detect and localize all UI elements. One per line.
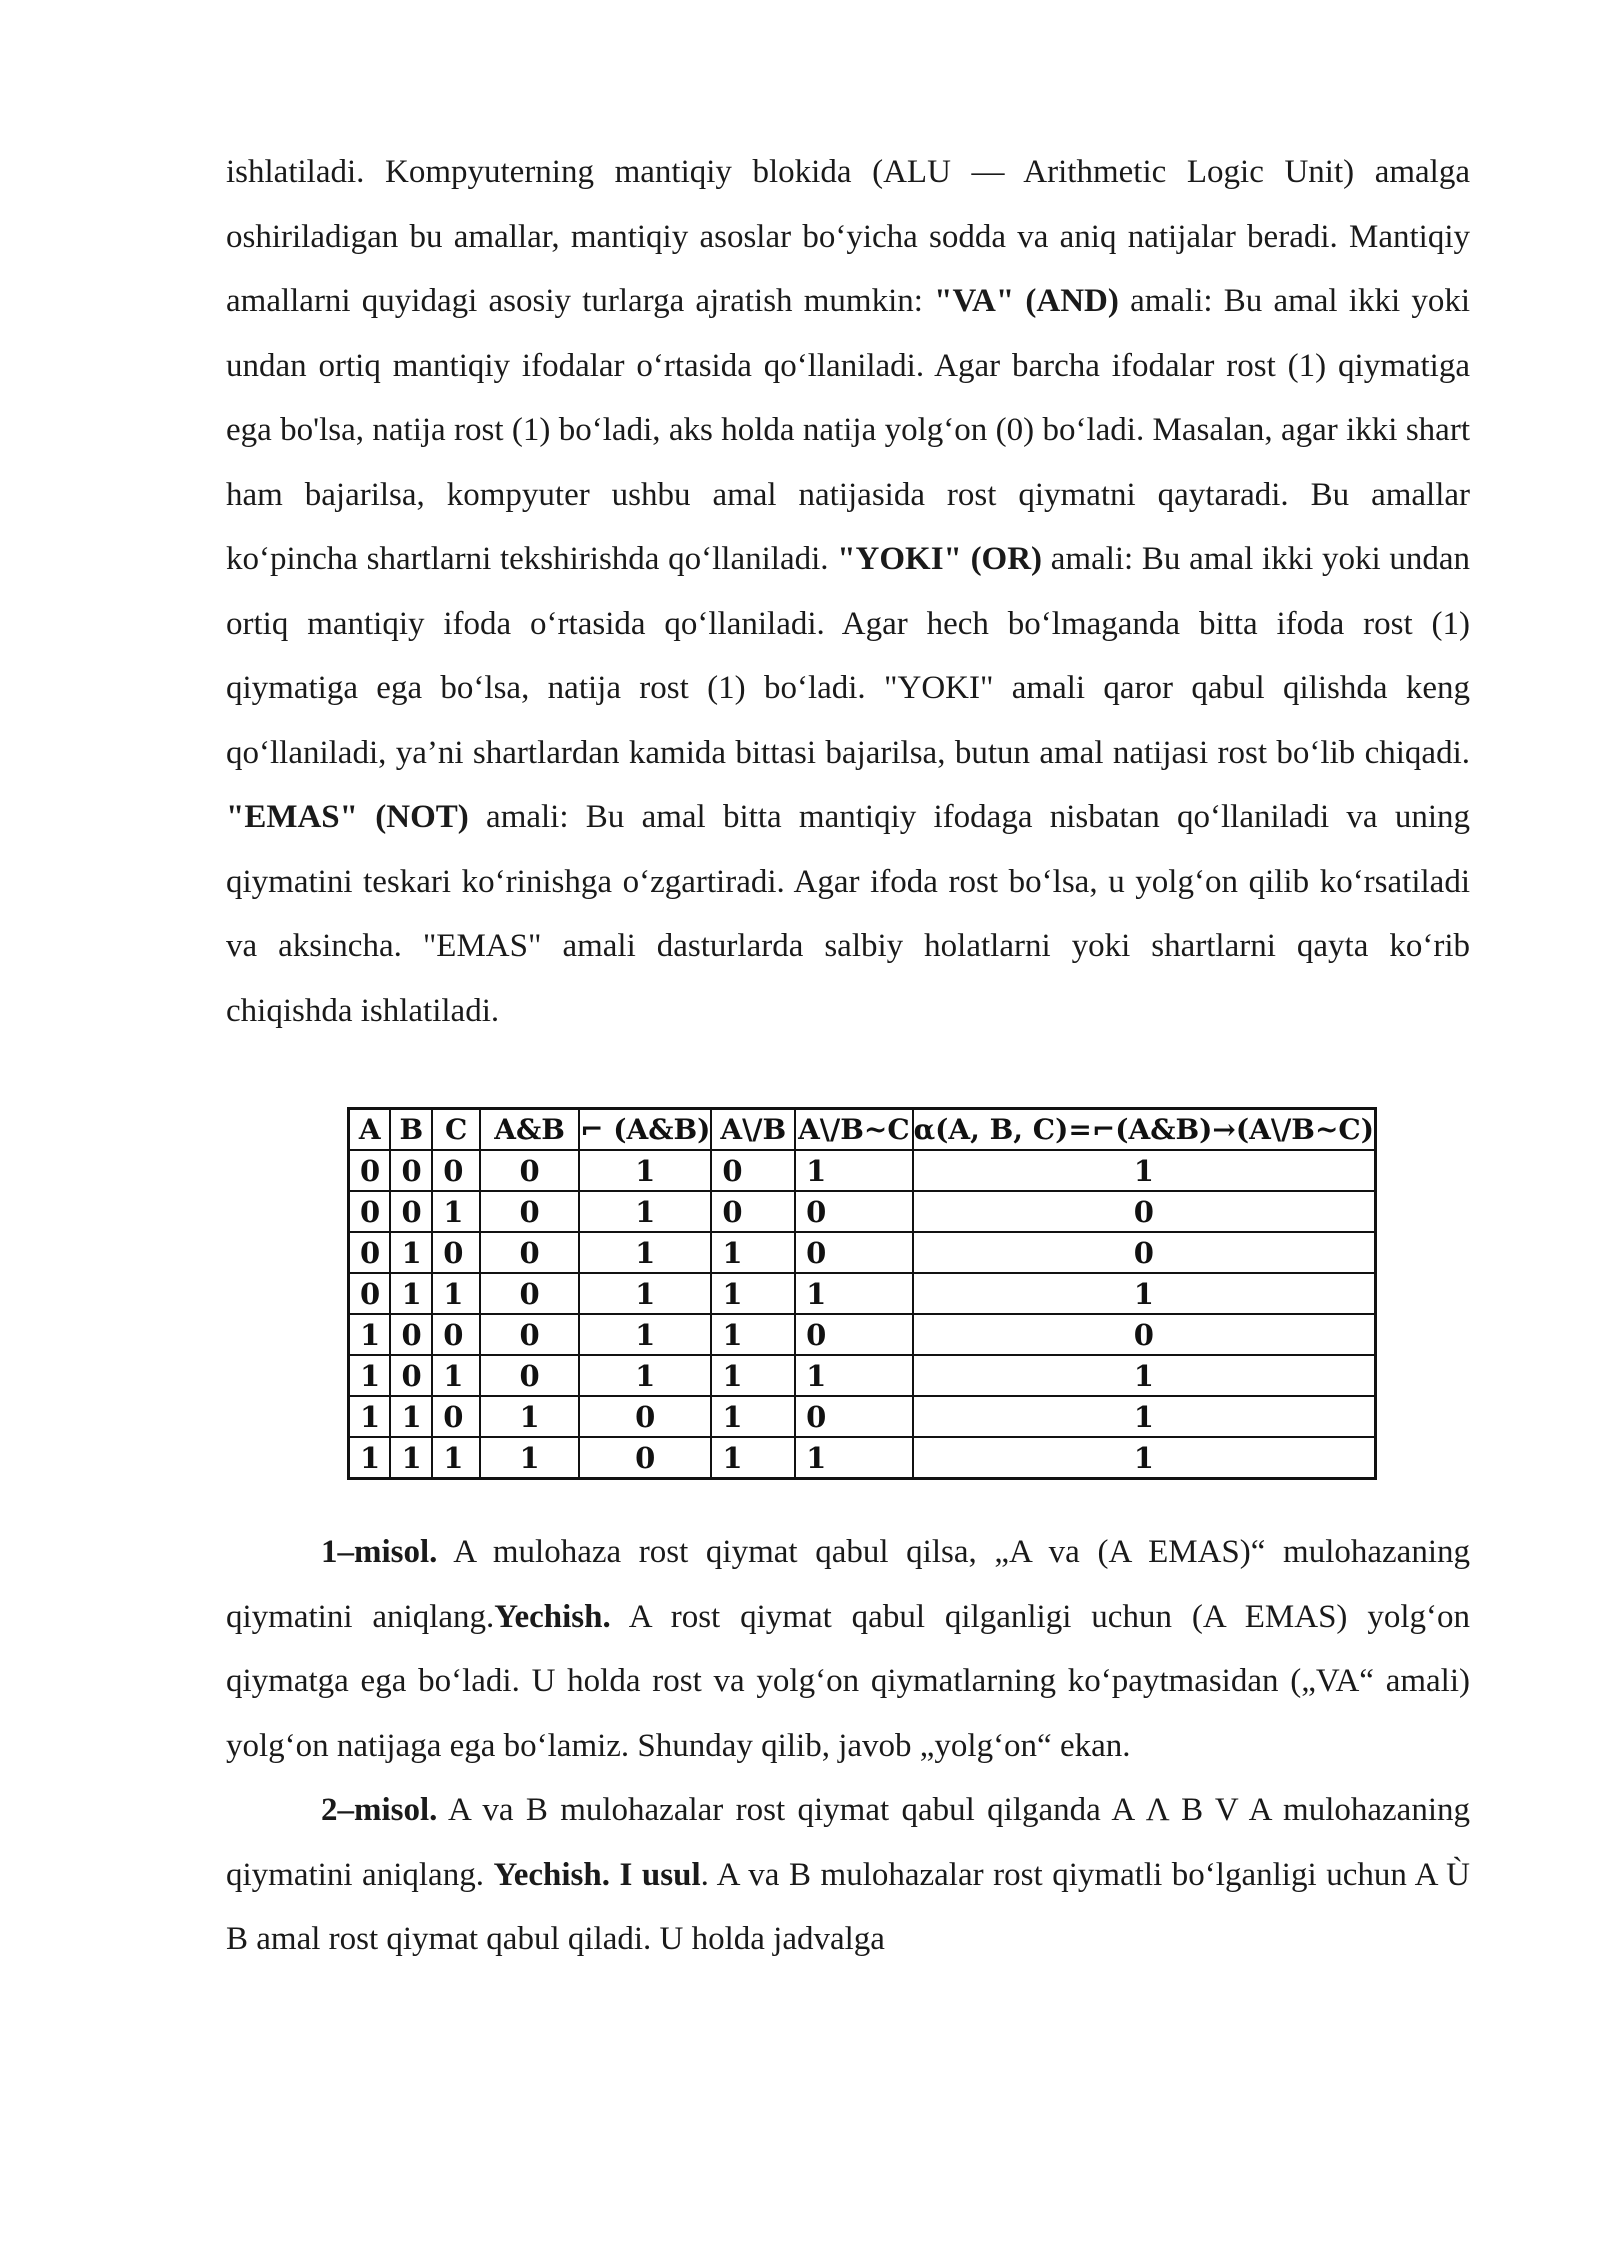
truth-table-cell: 1	[711, 1437, 795, 1479]
truth-table-cell: 0	[349, 1232, 391, 1273]
truth-table-row	[349, 1314, 1376, 1355]
truth-table-cell: 0	[349, 1273, 391, 1314]
truth-table-body	[349, 1150, 1376, 1479]
truth-table-cell: 1	[795, 1437, 912, 1479]
truth-table-cell: 0	[480, 1273, 579, 1314]
header-b: B	[390, 1109, 432, 1151]
truth-table-row	[349, 1232, 1376, 1273]
truth-table-cell: 1	[579, 1150, 711, 1191]
intro-paragraph	[226, 140, 1470, 1043]
truth-table-cell: 1	[711, 1314, 795, 1355]
truth-table-cell: 0	[480, 1314, 579, 1355]
and-term: "VA" (AND)	[934, 283, 1119, 319]
truth-table-cell: 1	[480, 1396, 579, 1437]
header-a-or-b-eq-c: A\/B~C	[795, 1109, 912, 1151]
truth-table-cell: 1	[432, 1355, 480, 1396]
example-1-paragraph	[226, 1520, 1470, 1778]
truth-table-cell: 0	[432, 1314, 480, 1355]
truth-table-cell: 0	[432, 1150, 480, 1191]
truth-table-cell: 0	[390, 1150, 432, 1191]
truth-table	[347, 1107, 1377, 1480]
truth-table-cell: 1	[390, 1396, 432, 1437]
example-2-paragraph	[226, 1778, 1470, 1972]
truth-table-cell: 0	[913, 1232, 1376, 1273]
intro-text-1: ishlatiladi. Kompyuterning mantiqiy blokida (ALU — Arithmetic Logic Unit) amalga oshiriladigan bu amallar, mantiqiy asoslar bo‘yicha sodda va aniq natijalar beradi. Mantiqiy amallarni quyidagi asosiy turlarga ajratish mumkin:	[226, 154, 1470, 319]
header-a-and-b: A&B	[480, 1109, 579, 1151]
truth-table-cell: 1	[390, 1273, 432, 1314]
example-1-text-2: A rost qiymat qabul qilganligi uchun (A EMAS) yolg‘on qiymatga ega bo‘ladi. U holda rost va yolg‘on qiymatlarning ko‘paytmasidan („VA“ amali) yolg‘on natijaga ega bo‘lamiz. Shunday qilib, javob „yolg‘on“ ekan.	[226, 1598, 1470, 1764]
truth-table-cell: 0	[432, 1232, 480, 1273]
truth-table-cell: 1	[390, 1437, 432, 1479]
truth-table-cell: 1	[349, 1396, 391, 1437]
truth-table-cell: 1	[432, 1191, 480, 1232]
truth-table-figure	[347, 1107, 1377, 1480]
truth-table-cell: 0	[390, 1314, 432, 1355]
truth-table-cell: 0	[480, 1191, 579, 1232]
truth-table-cell: 1	[795, 1273, 912, 1314]
truth-table-row	[349, 1191, 1376, 1232]
truth-table-cell: 0	[913, 1191, 1376, 1232]
truth-table-cell: 1	[711, 1232, 795, 1273]
or-term: "YOKI" (OR)	[837, 541, 1043, 577]
truth-table-cell: 1	[913, 1396, 1376, 1437]
truth-table-row	[349, 1355, 1376, 1396]
truth-table-row	[349, 1150, 1376, 1191]
truth-table-cell: 0	[795, 1396, 912, 1437]
document-page	[226, 140, 1470, 1972]
truth-table-cell: 0	[579, 1396, 711, 1437]
truth-table-row	[349, 1437, 1376, 1479]
truth-table-header-row	[349, 1109, 1376, 1151]
truth-table-cell: 1	[432, 1273, 480, 1314]
truth-table-cell: 1	[795, 1150, 912, 1191]
not-term: "EMAS" (NOT)	[226, 799, 469, 835]
example-2-text-2: . A va B mulohazalar rost qiymatli bo‘lganligi uchun A Ù B amal rost qiymat qabul qiladi. U holda jadvalga	[226, 1856, 1470, 1957]
truth-table-cell: 0	[349, 1191, 391, 1232]
intro-text-4: amali: Bu amal bitta mantiqiy ifodaga nisbatan qo‘llaniladi va uning qiymatini teskari ko‘rinishga o‘zgartiradi. Agar ifoda rost bo‘lsa, u yolg‘on qilib ko‘rsatiladi va aksincha. "EMAS" amali dasturlarda salbiy holatlarni yoki shartlarni qayta ko‘rib chiqishda ishlatiladi.	[226, 799, 1470, 1029]
truth-table-cell: 1	[579, 1232, 711, 1273]
truth-table-cell: 1	[390, 1232, 432, 1273]
example-2-text-1: A va B mulohazalar rost qiymat qabul qilganda A Λ B V A mulohazaning qiymatini aniqlang.	[226, 1792, 1470, 1893]
intro-text-2: amali: Bu amal ikki yoki undan ortiq mantiqiy ifodalar o‘rtasida qo‘llaniladi. Agar barcha ifodalar rost (1) qiymatiga ega bo'lsa, natija rost (1) bo‘ladi, aks holda natija yolg‘on (0) bo‘ladi. Masalan, agar ikki shart ham bajarilsa, kompyuter ushbu amal natijasida rost qiymatni qaytaradi. Bu amallar ko‘pincha shartlarni tekshirishda qo‘llaniladi.	[226, 283, 1470, 577]
example-2-solution-label: Yechish. I usul	[493, 1856, 701, 1893]
truth-table-cell: 1	[711, 1396, 795, 1437]
truth-table-row	[349, 1396, 1376, 1437]
truth-table-cell: 0	[349, 1150, 391, 1191]
header-a: A	[349, 1109, 391, 1151]
example-1-text-1: A mulohaza rost qiymat qabul qilsa, „A va (A EMAS)“ mulohazaning qiymatini aniqlang.	[226, 1534, 1470, 1635]
truth-table-cell: 0	[480, 1150, 579, 1191]
truth-table-cell: 1	[432, 1437, 480, 1479]
truth-table-cell: 0	[711, 1150, 795, 1191]
truth-table-cell: 0	[480, 1355, 579, 1396]
truth-table-cell: 1	[913, 1273, 1376, 1314]
example-2-label: 2–misol.	[321, 1792, 438, 1828]
truth-table-cell: 1	[349, 1314, 391, 1355]
truth-table-cell: 0	[795, 1232, 912, 1273]
intro-text-3: amali: Bu amal ikki yoki undan ortiq mantiqiy ifoda o‘rtasida qo‘llaniladi. Agar hech bo‘lmaganda bitta ifoda rost (1) qiymatiga ega bo‘lsa, natija rost (1) bo‘ladi. "YOKI" amali qaror qabul qilishda keng qo‘llaniladi, ya’ni shartlardan kamida bittasi bajarilsa, butun amal natijasi rost bo‘lib chiqadi.	[226, 541, 1471, 771]
truth-table-cell: 0	[579, 1437, 711, 1479]
header-a-or-b: A\/B	[711, 1109, 795, 1151]
example-1-solution-label: Yechish.	[494, 1598, 611, 1635]
truth-table-cell: 0	[795, 1191, 912, 1232]
truth-table-cell: 0	[432, 1396, 480, 1437]
truth-table-cell: 0	[711, 1191, 795, 1232]
truth-table-cell: 1	[913, 1355, 1376, 1396]
truth-table-cell: 1	[913, 1150, 1376, 1191]
header-c: C	[432, 1109, 480, 1151]
truth-table-cell: 1	[480, 1437, 579, 1479]
truth-table-cell: 1	[579, 1355, 711, 1396]
truth-table-row	[349, 1273, 1376, 1314]
truth-table-cell: 1	[349, 1437, 391, 1479]
example-1-label: 1–misol.	[321, 1534, 438, 1570]
truth-table-cell: 1	[711, 1273, 795, 1314]
truth-table-cell: 0	[913, 1314, 1376, 1355]
truth-table-cell: 1	[579, 1191, 711, 1232]
truth-table-cell: 1	[579, 1314, 711, 1355]
truth-table-cell: 1	[349, 1355, 391, 1396]
truth-table-cell: 1	[795, 1355, 912, 1396]
truth-table-cell: 0	[390, 1191, 432, 1232]
header-not-a-and-b: ⌐ (A&B)	[579, 1109, 711, 1151]
truth-table-cell: 0	[795, 1314, 912, 1355]
truth-table-cell: 0	[390, 1355, 432, 1396]
truth-table-cell: 0	[480, 1232, 579, 1273]
header-alpha: α(A, B, C)=⌐(A&B)→(A\/B~C)	[913, 1109, 1376, 1151]
truth-table-cell: 1	[579, 1273, 711, 1314]
truth-table-cell: 1	[913, 1437, 1376, 1479]
truth-table-cell: 1	[711, 1355, 795, 1396]
